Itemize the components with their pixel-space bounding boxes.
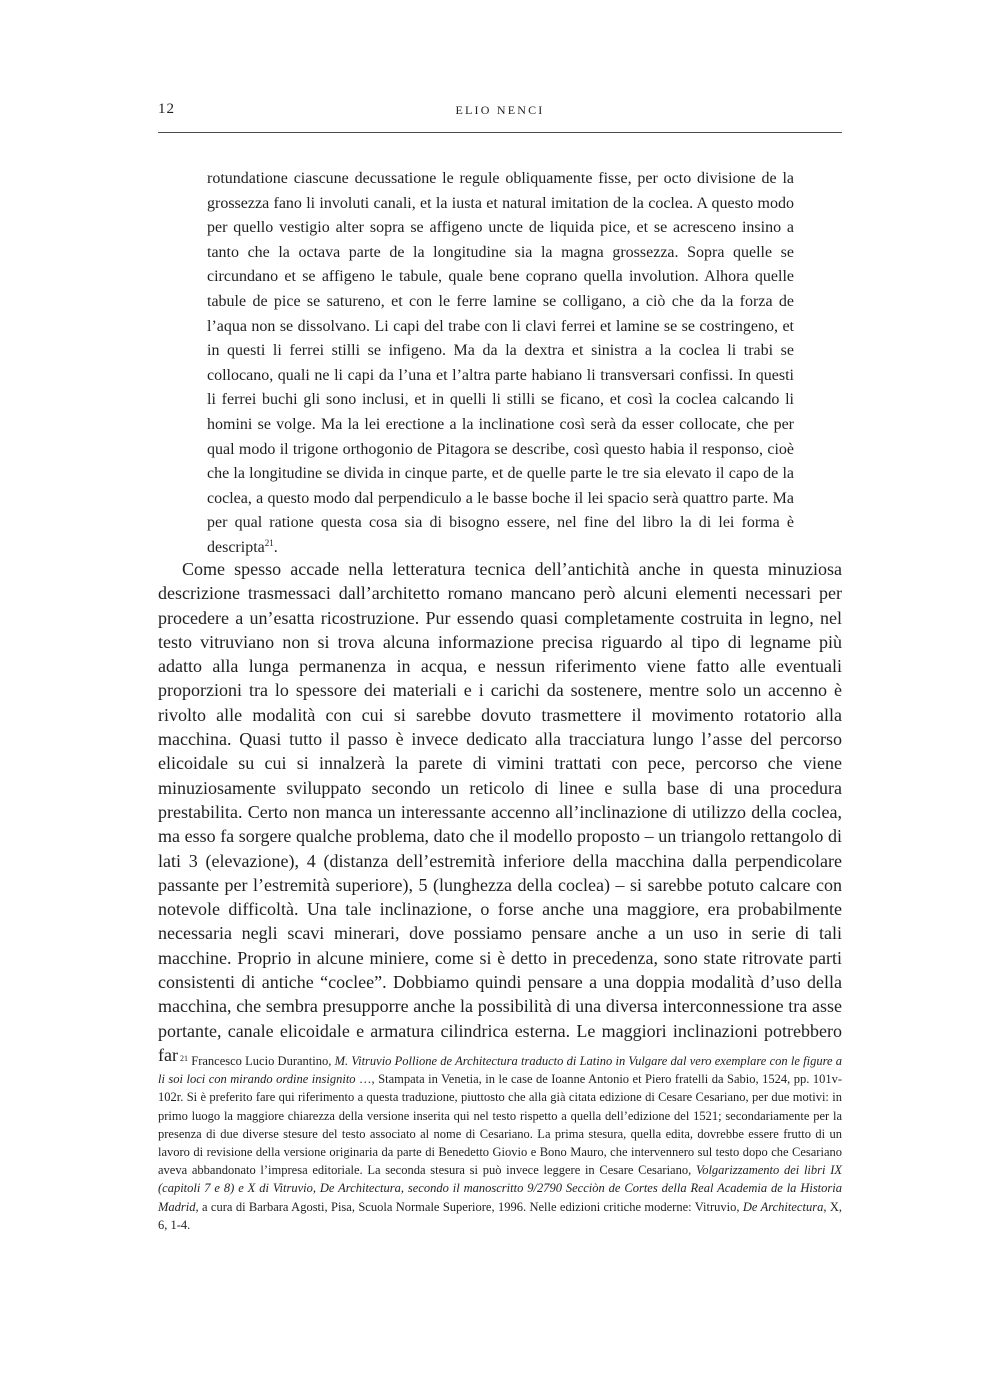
body-paragraph: Come spesso accade nella letteratura tecnica dell’antichità anche in questa minuziosa descrizione trasmessaci dall’architetto romano mancano però alcuni elementi necessari per procedere a un’esatta ricostruzione. Pur essendo quasi completamente costruita in legno, nel testo vitruviano non si trova alcuna informazione precisa riguardo al tipo di legname più adatto alla lunga permanenza in acqua, e nessun riferimento viene fatto alle eventuali proporzioni tra lo spessore dei materiali e i carichi da sostenere, mentre solo un accenno è rivolto alle modalità con cui si sarebbe dovuto trasmettere il movimento rotatorio alla macchina. Quasi tutto il passo è invece dedicato alla tracciatura lungo l’asse del percorso elicoidale su cui si innalzerà la parete di vimini trattati con pece, percorso che viene minuziosamente sviluppato secondo un reticolo di linee e sulla base di una procedura prestabilita. Certo non manca un interessante accenno all’inclinazione di utilizzo della coclea, ma esso fa sorgere qualche problema, dato che il modello proposto – un triangolo rettangolo di lati 3 (elevazione), 4 (distanza dell’estremità inferiore della macchina dalla perpendicolare passante per l’estremità superiore), 5 (lunghezza della coclea) – si sarebbe potuto calcare con notevole difficoltà. Una tale inclinazione, o forse anche una maggiore, era probabilmente necessaria negli scavi minerari, dove possiamo pensare anche a un uso in serie di tali macchine. Proprio in alcune miniere, come si è detto in precedenza, sono state ritrovate parti consistenti di antiche “coclee”. Dobbiamo quindi pensare a una doppia modalità d’uso della macchina, che sembra presupporre anche la possibilità di una diversa interconnessione tra asse portante, canale elicoidale e armatura cilindrica esterna. Le maggiori inclinazioni potrebbero far [158,559,842,1065]
running-head-author: ELIO NENCI [455,103,545,117]
footnote-text-3: , X, 6, 1-4. [158,1199,842,1232]
footnote-title-1: M. Vitruvio Pollione de Architectura traducto di Latino in Vulgare dal vero exemplare con le figure a li soi loci con mirando ordine insignito [158,1054,843,1087]
footnote-text-1: …, Stampata in Venetia, in le case de Ioanne Antonio et Piero fratelli da Sabio, 1524, pp. 101v-102r. Si è preferito fare qui riferimento a questa traduzione, piuttosto che alla già citata edizione di Cesare Cesariano, per due motivi: in primo luogo la maggiore chiarezza della versione inserita qui nel testo rispetto a quella dell’edizione del 1521; secondariamente per la presenza di due diverse stesure del testo associato al nome di Cesariano. La prima stesura, quella edita, dovrebbe essere frutto di un lavoro di revisione della versione originaria da parte di Benedetto Giovio e Bono Mauro, che intervennero sul testo dopo che Cesariano aveva abbandonato l’impresa editoriale. La seconda stesura si può invece leggere in Cesare Cesariano, [158,1072,842,1178]
footnote-text-2: a cura di Barbara Agosti, Pisa, Scuola Normale Superiore, 1996. Nelle edizioni critiche moderne: Vitruvio, [198,1199,743,1214]
footnote-reference[interactable]: 21 [264,537,274,548]
footnote-number: 21 [180,1054,188,1063]
quote-text: rotundatione ciascune decussatione le regule obliquamente fisse, per octo divisione de la grossezza fano li involuti canali, et la iusta et natural imitation de la coclea. A questo modo per quello vestigio alter sopra se affigeno uncte de liquida pice, et se acresceno insino a tanto che la octava parte de la longitudine sia la magna grossezza. Sopra quelle se circundano et se affigeno le tabule, quale bene coprano quella involution. Alhora quelle tabule de pice se satureno, et con le ferre lamine se colligano, a ciò che da la forza de l’aqua non se dissolvano. Li capi del trabe con li clavi ferrei et lamine se se costringeno, et in questi li ferrei stilli se infigeno. Ma da la dextra et sinistra a la coclea li trabi se collocano, quali ne li capi da l’una et l’altra parte habiano li transversari confissi. In questi li ferrei buchi gli sono inclusi, et in quelli li stilli se ficano, et così la coclea calcando li homini se volge. Ma la lei erectione a la inclinatione così serà da esser collocate, che per qual modo il trigone orthogonio de Pitagora se describe, così questo habia il responso, cioè che la longitudine se divida in cinque parte, et de quelle parte le tre sia elevato il capo de la coclea, a questo modo dal perpendiculo a le basse boche il lei spacio serà quattro parte. Ma per qual ratione questa cosa sia di bisogno essere, nel fine del libro la di lei forma è descripta [207,170,794,556]
footnote-title-2: Volgarizzamento dei libri IX (capitoli 7 e 8) e X di Vitruvio, De Architectura, secondo il manoscritto 9/2790 Secciòn de Cortes della Real Academia de la Historia Madrid, [158,1163,843,1214]
header-rule [158,132,842,133]
footnote-title-3: De Architectura [742,1199,824,1214]
quote-end: . [273,538,278,556]
footnote-author: Francesco Lucio Durantino, [191,1054,335,1068]
footnote [158,1052,842,1234]
page-number: 12 [158,101,175,117]
block-quote [207,167,794,561]
running-head [158,101,842,131]
